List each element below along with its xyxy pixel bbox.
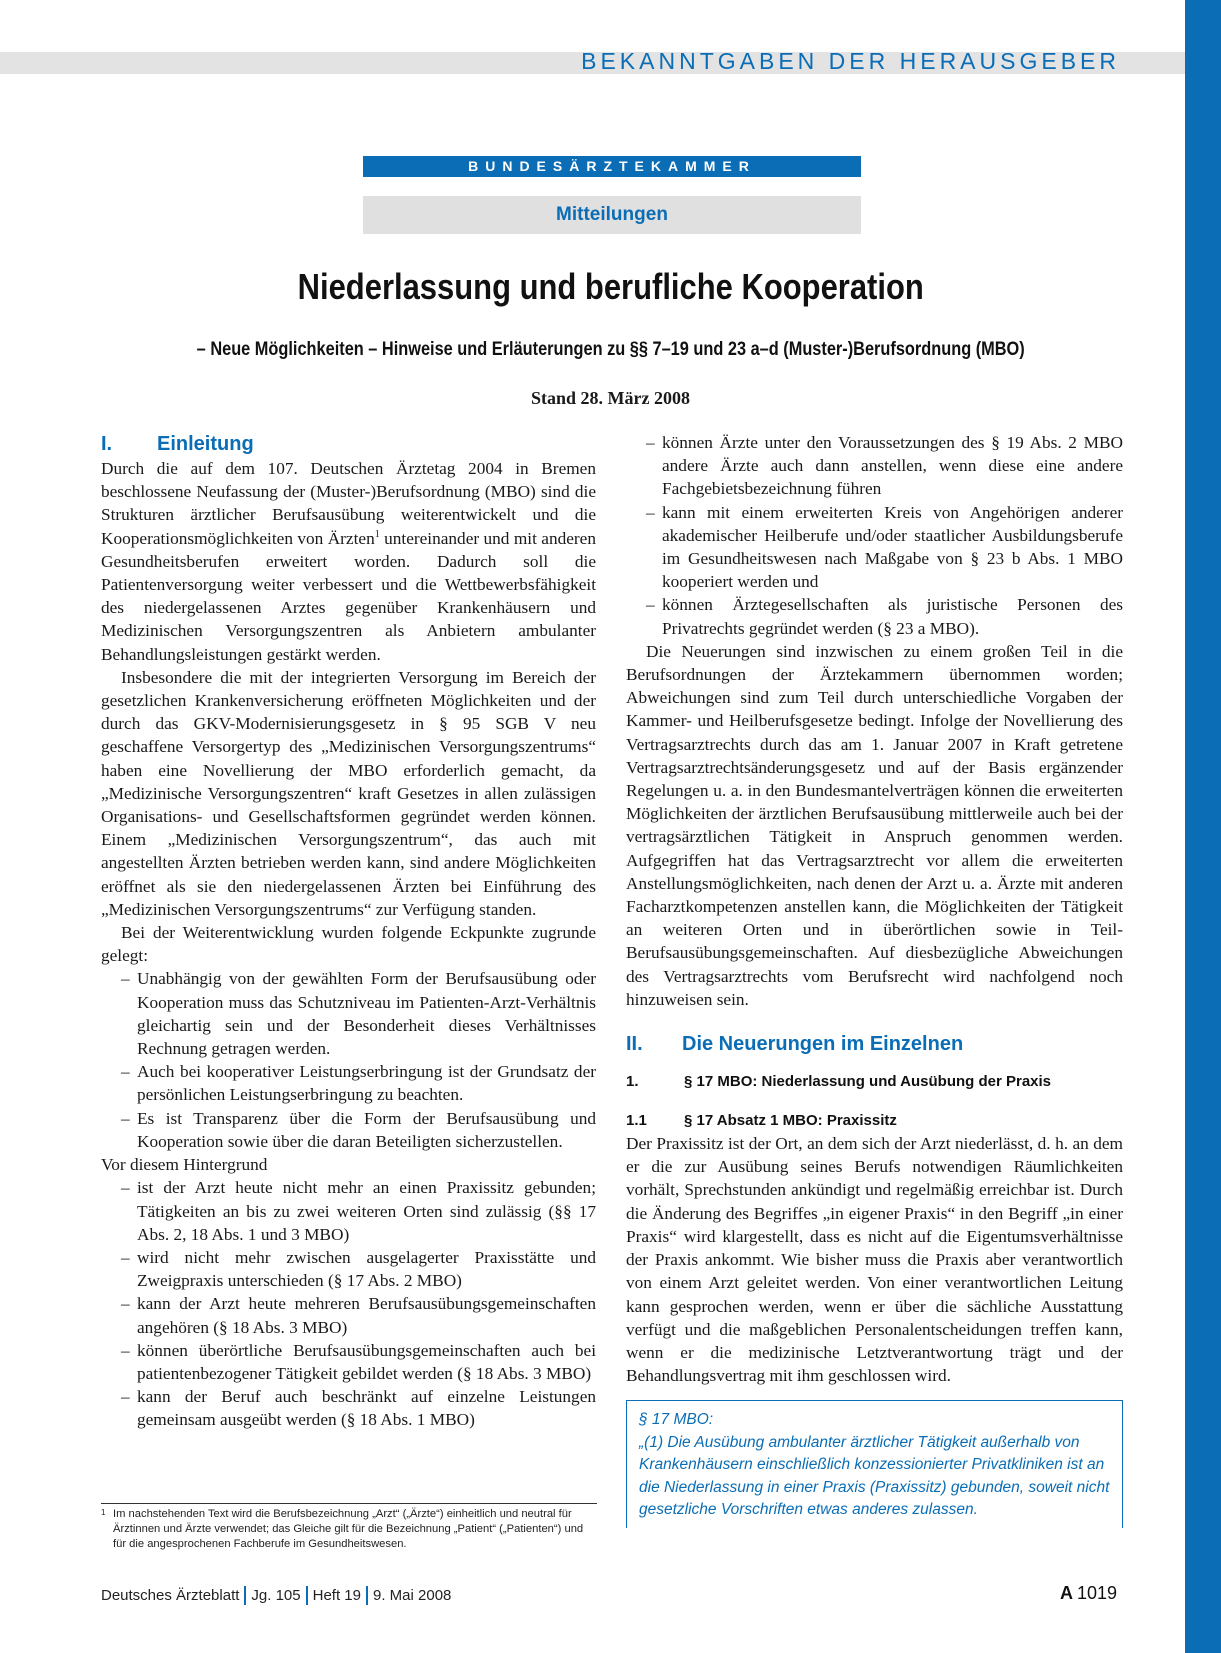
list-item: – Es ist Transparenz über die Form der Berufsausübung und Kooperation sowie über die daran Beteiligten sicherzustellen. (101, 1107, 596, 1153)
paragraph: Die Neuerungen sind inzwischen zu einem großen Teil in die Berufsordnungen der Ärztekammern übernommen worden; Abweichungen sind zum Teil durch unterschiedliche Vorgaben der Kammer- und Heilberufsgesetze bedingt. Infolge der Novellierung des Vertragsarztrechts durch das am 1. Januar 2007 in Kraft getretene Vertragsarztrechtsänderungsgesetz und auf der Basis ergänzender Regelungen u. a. in den Bundesmantelverträgen können die erweiterten Möglichkeiten der ärztlichen Berufsausübung mittlerweile auch bei der vertragsärztlichen Tätigkeit in Anspruch genommen werden. Aufgegriffen hat das Vertragsarztrecht vor allem die erweiterten Anstellungsmöglichkeiten, nach denen der Arzt u. a. Ärzte mit anderen Facharztkompetenzen anstellen kann, die Möglichkeiten der Tätigkeit an weiteren Orten und in überörtlichen sowie in Teil-Berufsausübungsgemeinschaften. Auf diesbezügliche Abweichungen des Vertragsarztrechts vom Berufsrecht wird nachfolgend noch hinzuweisen sein. (626, 641, 1123, 1009)
subsection-number: 1. (626, 1073, 639, 1091)
subsection-title: § 17 Absatz 1 MBO: Praxissitz (684, 1112, 897, 1130)
page-number (1060, 1583, 1117, 1604)
list-item-text: kann der Arzt heute mehreren Berufsausübungsgemeinschaften angehören (§ 18 Abs. 3 MBO) (137, 1294, 596, 1337)
journal-date: 9. Mai 2008 (373, 1587, 452, 1604)
category-band: Mitteilungen (363, 196, 861, 234)
paragraph-text: Durch die auf dem 107. Deutschen Ärztetag 2004 in Bremen beschlossene Neufassung der (Muster-)Berufsordnung (MBO) sind die Strukturen ärztlicher Berufsausübung weiterentwickelt und die Kooperationsmöglichkeiten von Ärzten (101, 459, 596, 548)
list-item: – Unabhängig von der gewählten Form der Berufsausübung oder Kooperation muss das Schutzniveau im Patienten-Arzt-Verhältnis gleichartig sein und der Besonderheit dieses Verhältnisses Rechnung getragen werden. (101, 967, 596, 1060)
law-quote-text: „(1) Die Ausübung ambulanter ärztlicher Tätigkeit außerhalb von Krankenhäusern einschließlich konzessionierter Privatkliniken ist an die Niederlassung in einer Praxis (Praxissitz) gebunden, soweit nicht gesetzliche Vorschriften etwas anderes zulassen. (639, 1433, 1110, 1519)
page-number-value: 1019 (1077, 1583, 1118, 1603)
list-item-text: können Ärztegesellschaften als juristische Personen des Privatrechts gegründet werden (§ 23 a MBO). (662, 595, 1123, 638)
list-item: – wird nicht mehr zwischen ausgelagerter Praxisstätte und Zweigpraxis unterschieden (§ 17 Abs. 2 MBO) (101, 1246, 596, 1292)
footnote-divider (101, 1503, 597, 1504)
section-heading-1 (101, 431, 596, 457)
page-prefix: A (1060, 1583, 1073, 1603)
section-title: Einleitung (157, 433, 254, 455)
section-number: II. (626, 1033, 643, 1056)
footer-divider (366, 1586, 368, 1605)
list-item-text: kann mit einem erweiterten Kreis von Angehörigen anderer akademischer Heilberufe und/oder staatlicher Ausbildungsberufe im Gesundheitswesen nach Maßgabe von § 23 b Abs. 1 MBO kooperiert werden und (662, 502, 1123, 592)
journal-issue: Heft 19 (312, 1587, 361, 1604)
left-column (101, 431, 596, 1432)
list-item: – kann mit einem erweiterten Kreis von Angehörigen anderer akademischer Heilberufe und/oder staatlicher Ausbildungsberufe im Gesundheitswesen nach Maßgabe von § 23 b Abs. 1 MBO kooperiert werden und (626, 501, 1123, 594)
footnote-ref[interactable]: 1 (374, 528, 380, 540)
paragraph: Insbesondere die mit der integrierten Versorgung im Bereich der gesetzlichen Krankenversicherung eröffneten Möglichkeiten und der durch das GKV-Modernisierungsgesetz in § 95 SGB V neu geschaffene Versorgertyp des „Medizinischen Versorgungszentrums“ haben eine Novellierung der MBO erforderlich gemacht, da „Medizinische Versorgungszentren“ kraft Gesetzes in allen zulässigen Organisations- und Gesellschaftsformen gegründet werden können. Einem „Medizinischen Versorgungszentrum“, das auch mit angestellten Ärzten betrieben werden kann, sind andere Möglichkeiten eröffnet als sie den niedergelassenen Ärzten bei Einführung des „Medizinischen Versorgungszentrums“ zur Verfügung standen. (101, 667, 596, 919)
list-item-text: ist der Arzt heute nicht mehr an einen Praxissitz gebunden; Tätigkeiten an bis zu zwei weiteren Orten sind zulässig (§§ 17 Abs. 2, 18 Abs. 1 und 3 MBO) (137, 1178, 596, 1244)
subsection-heading-1 (626, 1071, 1123, 1093)
list-item-text: wird nicht mehr zwischen ausgelagerter Praxisstätte und Zweigpraxis unterschieden (§ 17 Abs. 2 MBO) (137, 1247, 596, 1291)
list-item: – kann der Beruf auch beschränkt auf einzelne Leistungen gemeinsam ausgeübt werden (§ 18 Abs. 1 MBO) (101, 1385, 596, 1431)
paragraph-text: untereinander und mit anderen Gesundheitsberufen erweitert worden. Dadurch soll die Patientenversorgung weiter verbessert und die Wettbewerbsfähigkeit des niedergelassenen Arztes gegenüber Krankenhäusern und Medizinischen Versorgungszentren als Anbietern ambulanter Behandlungsleistungen gestärkt werden. (101, 528, 596, 664)
footer-citation (101, 1586, 451, 1605)
subsection-number: 1.1 (626, 1112, 647, 1130)
law-quote-box (626, 1400, 1123, 1528)
right-accent-bar (1185, 0, 1221, 1653)
footnote-number: 1 (101, 1508, 106, 1517)
paragraph: Bei der Weiterentwicklung wurden folgende Eckpunkte zugrunde gelegt: (101, 923, 596, 966)
list-item-text: Auch bei kooperativer Leistungserbringung ist der Grundsatz der persönlichen Leistungserbringung zu beachten. (137, 1062, 596, 1105)
list-item-text: kann der Beruf auch beschränkt auf einzelne Leistungen gemeinsam ausgeübt werden (§ 18 Abs. 1 MBO) (137, 1387, 596, 1430)
list-item: – können überörtliche Berufsausübungsgemeinschaften auch bei patientenbezogener Tätigkeit gebildet werden (§ 18 Abs. 3 MBO) (101, 1339, 596, 1385)
law-quote-title: § 17 MBO: (639, 1411, 714, 1429)
paragraph: Der Praxissitz ist der Ort, an dem sich der Arzt niederlässt, d. h. an dem er die zur Ausübung seines Berufs notwendigen Räumlichkeiten vorhält, Sprechstunden ankündigt und regelmäßig erreichbar ist. Durch die Änderung des Begriffes „in eigener Praxis“ in den Begriff „in einer Praxis“ wird klargestellt, dass es nicht auf die Eigentumsverhältnisse der Praxis ankommt. Wie bisher muss die Praxis aber verantwortlich von einem Arzt geleitet werden. Von einer verantwortlichen Leitung kann gesprochen werden, wenn er über die sächliche Ausstattung verfügt und die maßgeblichen Personalentscheidungen treffen kann, wenn er die medizinische Letztverantwortung trägt und der Behandlungsvertrag mit ihm geschlossen wird. (626, 1134, 1123, 1386)
footer-divider (244, 1586, 246, 1605)
right-column (626, 431, 1123, 1528)
list-item: – ist der Arzt heute nicht mehr an einen Praxissitz gebunden; Tätigkeiten an bis zu zwei weiteren Orten sind zulässig (§§ 17 Abs. 2, 18 Abs. 1 und 3 MBO) (101, 1176, 596, 1246)
footer-divider (306, 1586, 308, 1605)
list-item: – kann der Arzt heute mehreren Berufsausübungsgemeinschaften angehören (§ 18 Abs. 3 MBO) (101, 1292, 596, 1338)
list-item-text: Es ist Transparenz über die Form der Berufsausübung und Kooperation sowie über die daran Beteiligten sicherzustellen. (137, 1108, 596, 1151)
section-heading-2 (626, 1031, 1123, 1057)
list-item-text: können Ärzte unter den Voraussetzungen des § 19 Abs. 2 MBO andere Ärzte auch dann anstellen, wenn diese eine andere Fachgebietsbezeichnung führen (662, 433, 1123, 499)
list-item: – können Ärztegesellschaften als juristische Personen des Privatrechts gegründet werden (§ 23 a MBO). (626, 593, 1123, 639)
section-title: Die Neuerungen im Einzelnen (682, 1033, 964, 1056)
article-date: Stand 28. März 2008 (531, 388, 690, 408)
section-label: BEKANNTGABEN DER HERAUSGEBER (581, 48, 1120, 74)
journal-name: Deutsches Ärzteblatt (101, 1587, 240, 1604)
article-subtitle: – Neue Möglichkeiten – Hinweise und Erläuterungen zu §§ 7–19 und 23 a–d (Muster-)Berufsordnung (MBO) (196, 339, 1025, 360)
list-item: – können Ärzte unter den Voraussetzungen des § 19 Abs. 2 MBO andere Ärzte auch dann anstellen, wenn diese eine andere Fachgebietsbezeichnung führen (626, 431, 1123, 501)
list-item: – Auch bei kooperativer Leistungserbringung ist der Grundsatz der persönlichen Leistungserbringung zu beachten. (101, 1060, 596, 1106)
footnote (101, 1507, 597, 1552)
paragraph (101, 457, 596, 666)
paragraph: Vor diesem Hintergrund (101, 1155, 268, 1175)
list-item-text: Unabhängig von der gewählten Form der Berufsausübung oder Kooperation muss das Schutzniveau im Patienten-Arzt-Verhältnis gleichartig sein und der Besonderheit dieses Verhältnisses Rechnung getragen werden. (137, 969, 596, 1059)
article-title: Niederlassung und berufliche Kooperation (297, 266, 924, 307)
subsection-heading-1-1 (626, 1110, 1123, 1132)
subsection-title: § 17 MBO: Niederlassung und Ausübung der Praxis (684, 1073, 1052, 1091)
section-number: I. (101, 433, 113, 455)
footnote-text: Im nachstehenden Text wird die Berufsbezeichnung „Arzt“ („Ärzte“) einheitlich und neutral für Ärztinnen und Ärzte verwendet; das Gleiche gilt für die Bezeichnung „Patient“ („Patienten“) und für die angesprochenen Fachberufe im Gesundheitswesen. (113, 1508, 584, 1550)
journal-volume: Jg. 105 (251, 1587, 301, 1604)
organization-band: BUNDESÄRZTEKAMMER (363, 156, 861, 177)
list-item-text: können überörtliche Berufsausübungsgemeinschaften auch bei patientenbezogener Tätigkeit gebildet werden (§ 18 Abs. 3 MBO) (137, 1340, 596, 1383)
